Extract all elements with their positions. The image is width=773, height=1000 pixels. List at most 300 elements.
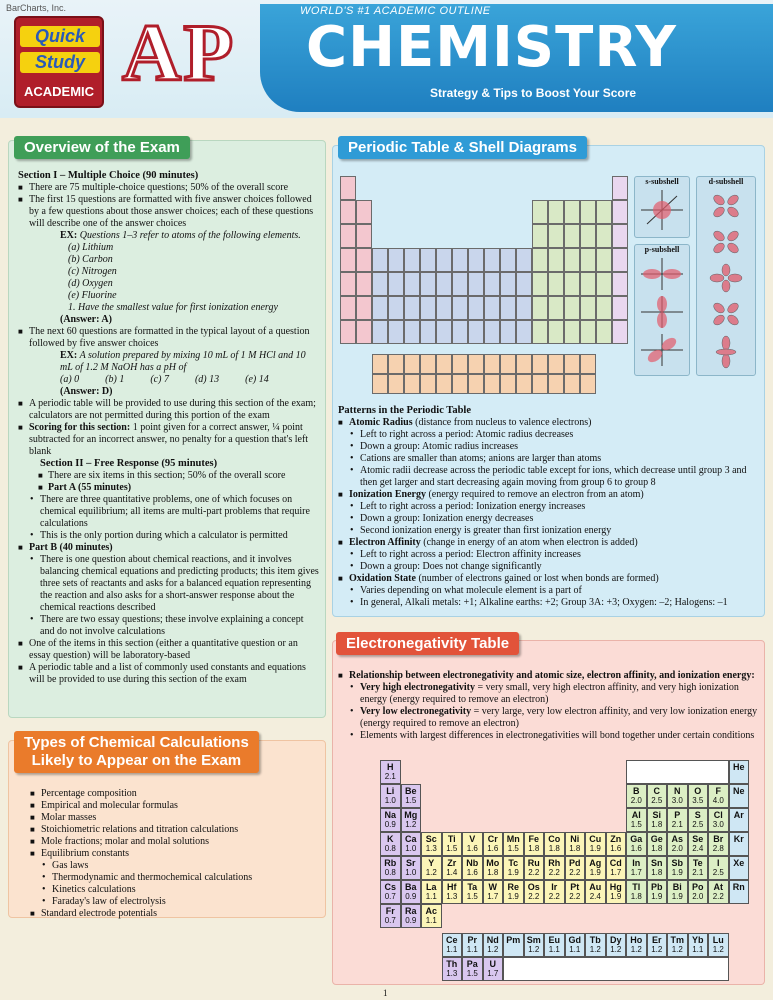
en-value: 1.9 (589, 868, 601, 877)
mini-pt-fblock-cell (404, 354, 420, 374)
en-value: 2.2 (548, 868, 560, 877)
en-value: 2.1 (671, 820, 683, 829)
section2-list (18, 470, 320, 686)
s-subshell-box (634, 176, 690, 238)
list-item (338, 573, 760, 585)
en-cell-na (380, 808, 401, 832)
periodic-title: Periodic Table & Shell Diagrams (338, 136, 587, 159)
mini-pt-cell (468, 272, 484, 296)
list-item (18, 482, 320, 494)
en-cell-er (647, 933, 668, 957)
list-item: • There are two essay questions; these involve explaining a concept and do not involve calculations (18, 614, 320, 638)
en-cell-pm (503, 933, 524, 957)
en-symbol: Pt (570, 882, 580, 892)
en-symbol: Al (631, 810, 641, 820)
en-cell-cs (380, 880, 401, 904)
en-symbol: Th (446, 959, 458, 969)
en-cell-ba (401, 880, 422, 904)
page-number: 1 (383, 988, 388, 998)
en-value: 2.2 (528, 892, 540, 901)
list-item: • Down a group: Ionization energy decreases (338, 513, 760, 525)
mini-pt-fblock-cell (372, 354, 388, 374)
en-cell-at (708, 880, 729, 904)
en-cell-al (626, 808, 647, 832)
mini-pt-cell (340, 224, 356, 248)
en-value: 1.8 (630, 892, 642, 901)
mini-pt-fblock-cell (500, 374, 516, 394)
patterns-heading: Patterns in the Periodic Table (338, 405, 471, 416)
mini-pt-cell (356, 248, 372, 272)
en-value: 1.1 (425, 892, 437, 901)
example-1 (18, 230, 320, 326)
en-value: 0.8 (384, 868, 396, 877)
en-symbol: Cl (713, 810, 723, 820)
en-cell-o (688, 784, 709, 808)
overview-title: Overview of the Exam (14, 136, 190, 159)
mini-pt-cell (356, 224, 372, 248)
en-symbol: K (387, 834, 394, 844)
en-symbol: Er (651, 935, 662, 945)
en-symbol: Ta (467, 882, 478, 892)
en-cell-ca (401, 832, 422, 856)
en-value: 2.0 (671, 844, 683, 853)
en-symbol: Li (386, 786, 395, 796)
ex-options-row (60, 374, 320, 386)
en-value: 2.8 (712, 844, 724, 853)
en-symbol: Po (691, 882, 704, 892)
en-cell-tb (585, 933, 606, 957)
ex-option: (a) 0 (60, 374, 80, 385)
en-value: 3.0 (712, 820, 724, 829)
list-item: • Atomic radii decrease across the periodic table except for ions, which decrease until group 3 and then get larger and start decreasing again moving from group 6 to group 8 (338, 465, 760, 489)
en-value: 1.8 (528, 844, 540, 853)
ie-lead: Ionization Energy (349, 489, 426, 500)
en-symbol: Zr (447, 858, 457, 868)
en-value: 1.3 (446, 969, 458, 978)
en-cell-re (503, 880, 524, 904)
en-cell-nb (462, 856, 483, 880)
mini-pt-cell (548, 272, 564, 296)
mini-pt-cell (484, 248, 500, 272)
mini-pt-cell (420, 272, 436, 296)
en-cell-b (626, 784, 647, 808)
en-value: 1.6 (610, 844, 622, 853)
mini-pt-cell (436, 320, 452, 344)
en-value: 1.2 (487, 945, 499, 954)
list-item (18, 422, 320, 458)
en-symbol: Zn (610, 834, 622, 844)
mini-pt-fblock-cell (580, 354, 596, 374)
en-symbol: Pd (568, 858, 581, 868)
en-symbol: At (713, 882, 723, 892)
mini-pt-fblock-cell (548, 354, 564, 374)
en-value: 1.5 (630, 820, 642, 829)
en-cell-he (729, 760, 750, 784)
en-value: 1.1 (569, 945, 581, 954)
en-symbol: Ru (527, 858, 540, 868)
mini-pt-cell (532, 296, 548, 320)
en-cell-ge (647, 832, 668, 856)
en-value: 1.1 (425, 916, 437, 925)
mini-pt-cell (596, 248, 612, 272)
en-value: 1.7 (487, 892, 499, 901)
en-value: 1.6 (630, 844, 642, 853)
ex-answer: (Answer: D) (60, 386, 113, 397)
mini-pt-fblock-cell (404, 374, 420, 394)
electronegativity-table (380, 760, 760, 985)
en-symbol: S (694, 810, 701, 820)
en-value: 2.2 (712, 892, 724, 901)
mini-pt-cell (580, 200, 596, 224)
mini-pt-cell (372, 296, 388, 320)
en-cell-kr (729, 832, 750, 856)
en-cell-lu (708, 933, 729, 957)
mini-pt-cell (612, 224, 628, 248)
en-blank-area (626, 760, 729, 784)
en-symbol: Ho (630, 935, 643, 945)
en-cell-ga (626, 832, 647, 856)
p-subshell-box (634, 244, 690, 376)
list-item (338, 682, 760, 706)
en-value: 1.1 (548, 945, 560, 954)
en-cell-in (626, 856, 647, 880)
list-item: ■ Mole fractions; molar and molal solutions (30, 836, 320, 848)
list-item: • There are three quantitative problems, one of which focuses on chemical equilibrium; all items are multi-part problems that require calculations (18, 494, 320, 530)
en-value: 1.1 (692, 945, 704, 954)
en-cell-pt (565, 880, 586, 904)
en-value: 1.8 (651, 844, 663, 853)
mini-pt-cell (340, 296, 356, 320)
list-item: ■ One of the items in this section (either a quantitative question or an essay question) will be laboratory-based (18, 638, 320, 662)
mini-pt-fblock-cell (372, 374, 388, 394)
list-item: • This is the only portion during which a calculator is permitted (18, 530, 320, 542)
en-cell-ru (524, 856, 545, 880)
en-value: 1.5 (507, 844, 519, 853)
en-symbol: Rb (384, 858, 397, 868)
list-item: • Faraday's law of electrolysis (30, 896, 320, 908)
en-value: 1.9 (507, 868, 519, 877)
list-item (338, 489, 760, 501)
mini-pt-cell (532, 248, 548, 272)
mini-pt-cell (468, 296, 484, 320)
ex-option: (b) 1 (105, 374, 125, 385)
mini-pt-cell (404, 272, 420, 296)
ex-option: (b) Carbon (68, 254, 113, 265)
en-value: 1.1 (466, 945, 478, 954)
ar-rest: (distance from nucleus to valence electrons) (412, 417, 592, 428)
list-item: • Left to right across a period: Ionization energy increases (338, 501, 760, 513)
mini-pt-cell (404, 296, 420, 320)
en-value: 1.8 (548, 844, 560, 853)
en-value: 3.5 (692, 796, 704, 805)
ex-option: (d) 13 (194, 374, 220, 385)
mini-pt-cell (436, 248, 452, 272)
en-symbol: Sr (405, 858, 416, 868)
en-value: 1.2 (425, 868, 437, 877)
calc-title-line1: Types of Chemical Calculations (24, 734, 249, 751)
list-item: • In general, Alkali metals: +1; Alkaline earths: +2; Group 3A: +3; Oxygen: –2; Halogens: –1 (338, 597, 760, 609)
mini-pt-fblock-cell (452, 354, 468, 374)
list-item: • Down a group: Atomic radius increases (338, 441, 760, 453)
mini-pt-cell (356, 200, 372, 224)
mini-pt-cell (564, 320, 580, 344)
en-symbol: Mo (486, 858, 500, 868)
en-value: 1.9 (589, 844, 601, 853)
mini-pt-cell (388, 296, 404, 320)
mini-periodic-table (340, 176, 630, 394)
en-cell-v (462, 832, 483, 856)
en-value: 1.2 (405, 820, 417, 829)
en-symbol: Tm (670, 935, 684, 945)
ex-option: (d) Oxygen (68, 278, 113, 289)
en-symbol: W (488, 882, 497, 892)
mini-pt-cell (564, 296, 580, 320)
mini-pt-fblock-cell (532, 354, 548, 374)
en-cell-fr (380, 904, 401, 928)
en-value: 1.6 (466, 868, 478, 877)
calc-title-line2: Likely to Appear on the Exam (31, 752, 242, 769)
en-symbol: O (694, 786, 702, 796)
vh-lead: Very high electronegativity (360, 682, 475, 693)
en-value: 1.8 (651, 820, 663, 829)
list-item: ■ Empirical and molecular formulas (30, 800, 320, 812)
en-value: 1.6 (487, 844, 499, 853)
vl-lead: Very low electronegativity (360, 706, 472, 717)
logo-academic: ACADEMIC (23, 84, 95, 99)
ex-label: EX: (60, 230, 78, 241)
en-symbol: Yb (691, 935, 704, 945)
mini-pt-cell (436, 272, 452, 296)
mini-pt-cell (340, 200, 356, 224)
en-symbol: Ir (551, 882, 558, 892)
en-symbol: B (633, 786, 640, 796)
en-value: 1.2 (528, 945, 540, 954)
mini-pt-cell (580, 224, 596, 248)
list-item: • Cations are smaller than atoms; anions are larger than atoms (338, 453, 760, 465)
mini-pt-cell (548, 200, 564, 224)
en-cell-ta (462, 880, 483, 904)
mini-pt-cell (420, 320, 436, 344)
en-list (338, 670, 760, 742)
en-cell-nd (483, 933, 504, 957)
mini-pt-cell (612, 272, 628, 296)
en-symbol: Tc (508, 858, 519, 868)
en-value: 1.6 (466, 844, 478, 853)
en-symbol: Y (428, 858, 435, 868)
mini-pt-cell (580, 320, 596, 344)
en-symbol: Te (692, 858, 703, 868)
en-value: 2.5 (651, 796, 663, 805)
patterns-content (338, 405, 760, 609)
en-symbol: Rh (548, 858, 561, 868)
mini-pt-fblock-cell (436, 374, 452, 394)
en-cell-pa (462, 957, 483, 981)
en-symbol: Nb (466, 858, 479, 868)
en-cell-yb (688, 933, 709, 957)
list-item: ■ Molar masses (30, 812, 320, 824)
mini-pt-fblock-cell (468, 354, 484, 374)
list-item: • Down a group: Does not change significantly (338, 561, 760, 573)
en-cell-sm (524, 933, 545, 957)
en-symbol: Ti (447, 834, 456, 844)
en-cell-h (380, 760, 401, 784)
en-symbol: Ar (733, 810, 744, 820)
en-symbol: In (632, 858, 641, 868)
en-symbol: Re (507, 882, 519, 892)
en-symbol: Kr (733, 834, 744, 844)
en-symbol: Ca (404, 834, 417, 844)
mini-pt-cell (564, 224, 580, 248)
p-subshell-label: p-subshell (644, 245, 680, 254)
mini-pt-cell (404, 320, 420, 344)
en-title: Electronegativity Table (336, 632, 519, 655)
en-value: 1.3 (446, 892, 458, 901)
mini-pt-cell (340, 320, 356, 344)
list-item: • Gas laws (30, 860, 320, 872)
mini-pt-cell (500, 296, 516, 320)
ex-option: (e) 14 (245, 374, 269, 385)
en-cell-hg (606, 880, 627, 904)
en-cell-te (688, 856, 709, 880)
en-symbol: Sc (425, 834, 437, 844)
mini-pt-cell (404, 248, 420, 272)
en-value: 1.2 (671, 945, 683, 954)
en-cell-dy (606, 933, 627, 957)
mini-pt-cell (516, 248, 532, 272)
en-symbol: Pa (466, 959, 478, 969)
en-symbol: Ne (732, 786, 745, 796)
mini-pt-cell (500, 272, 516, 296)
en-symbol: Sn (650, 858, 663, 868)
mini-pt-cell (372, 272, 388, 296)
en-cell-ac (421, 904, 442, 928)
en-symbol: Ni (570, 834, 580, 844)
list-item: • Thermodynamic and thermochemical calculations (30, 872, 320, 884)
en-symbol: Ba (404, 882, 417, 892)
mini-pt-cell (612, 296, 628, 320)
mini-pt-cell (516, 272, 532, 296)
en-value: 2.4 (692, 844, 704, 853)
mini-pt-cell (340, 248, 356, 272)
en-value: 3.0 (671, 796, 683, 805)
en-cell-pb (647, 880, 668, 904)
list-item: ■ Stoichiometric relations and titration calculations (30, 824, 320, 836)
mini-pt-cell (612, 248, 628, 272)
en-symbol: Ra (404, 906, 417, 916)
en-symbol: Pr (467, 935, 477, 945)
mini-pt-cell (340, 176, 356, 200)
ar-lead: Atomic Radius (349, 417, 413, 428)
en-rel-head: Relationship between electronegativity and atomic size, electron affinity, and ionization energy: (349, 670, 755, 681)
en-value: 2.0 (630, 796, 642, 805)
en-cell-zr (442, 856, 463, 880)
en-symbol: Si (652, 810, 661, 820)
en-symbol: Hf (447, 882, 457, 892)
mini-pt-cell (532, 320, 548, 344)
en-symbol: I (716, 858, 720, 868)
list-item: • Left to right across a period: Electron affinity increases (338, 549, 760, 561)
en-symbol: Fe (528, 834, 539, 844)
mini-pt-cell (596, 224, 612, 248)
en-symbol: Ac (425, 906, 437, 916)
d-subshell-label: d-subshell (708, 177, 744, 186)
mini-pt-fblock-cell (420, 374, 436, 394)
en-cell-sc (421, 832, 442, 856)
en-cell-tc (503, 856, 524, 880)
en-symbol: Br (713, 834, 724, 844)
en-cell-as (667, 832, 688, 856)
mini-pt-cell (612, 176, 628, 200)
mini-pt-cell (564, 200, 580, 224)
en-symbol: Gd (568, 935, 581, 945)
list-item (338, 537, 760, 549)
en-value: 1.2 (610, 945, 622, 954)
en-cell-po (688, 880, 709, 904)
scoring-text: 1 point given for a correct answer, ¼ point subtracted for an incorrect answer, no penalty for a question that's left blank (29, 422, 309, 457)
ex-label: EX: (60, 350, 78, 361)
scoring-lead: Scoring for this section: (29, 422, 131, 433)
en-symbol: Bi (672, 882, 682, 892)
d-subshell-box (696, 176, 756, 376)
mini-pt-fblock-cell (388, 354, 404, 374)
en-symbol: Se (692, 834, 704, 844)
ie-rest: (energy required to remove an electron from an atom) (425, 489, 644, 500)
en-symbol: Mn (506, 834, 520, 844)
os-rest: (number of electrons gained or lost when bonds are formed) (415, 573, 659, 584)
en-symbol: Pm (506, 935, 521, 945)
mini-pt-cell (356, 272, 372, 296)
mini-pt-cell (548, 296, 564, 320)
list-item (18, 542, 320, 554)
list-item: ■ There are 75 multiple-choice questions; 50% of the overall score (18, 182, 320, 194)
en-cell-mn (503, 832, 524, 856)
mini-pt-cell (484, 320, 500, 344)
mini-pt-cell (564, 272, 580, 296)
mini-pt-cell (596, 320, 612, 344)
mini-pt-fblock-cell (516, 354, 532, 374)
mini-pt-cell (612, 200, 628, 224)
part-a: Part A (55 minutes) (48, 482, 132, 493)
mini-pt-cell (420, 248, 436, 272)
mini-pt-fblock-cell (484, 354, 500, 374)
en-value: 4.0 (712, 796, 724, 805)
section2-heading: Section II – Free Response (95 minutes) (40, 458, 218, 469)
list-item: • Varies depending on what molecule element is a part of (338, 585, 760, 597)
en-value: 1.0 (384, 796, 396, 805)
en-cell-sn (647, 856, 668, 880)
en-value: 0.9 (405, 916, 417, 925)
en-cell-pr (462, 933, 483, 957)
en-symbol: Eu (548, 935, 560, 945)
mini-pt-cell (420, 296, 436, 320)
mini-pt-cell (596, 296, 612, 320)
en-symbol: Ag (589, 858, 602, 868)
en-value: 1.7 (610, 868, 622, 877)
s-subshell-label: s-subshell (645, 177, 679, 186)
en-cell-p (667, 808, 688, 832)
en-value: 2.1 (384, 772, 396, 781)
en-symbol: H (387, 762, 394, 772)
ex-option: (c) Nitrogen (68, 266, 117, 277)
os-lead: Oxidation State (349, 573, 416, 584)
en-symbol: C (653, 786, 660, 796)
list-item: ■ Percentage composition (30, 788, 320, 800)
en-value: 1.0 (405, 868, 417, 877)
mini-pt-cell (516, 296, 532, 320)
en-value: 0.8 (384, 844, 396, 853)
en-cell-i (708, 856, 729, 880)
mini-pt-cell (596, 200, 612, 224)
